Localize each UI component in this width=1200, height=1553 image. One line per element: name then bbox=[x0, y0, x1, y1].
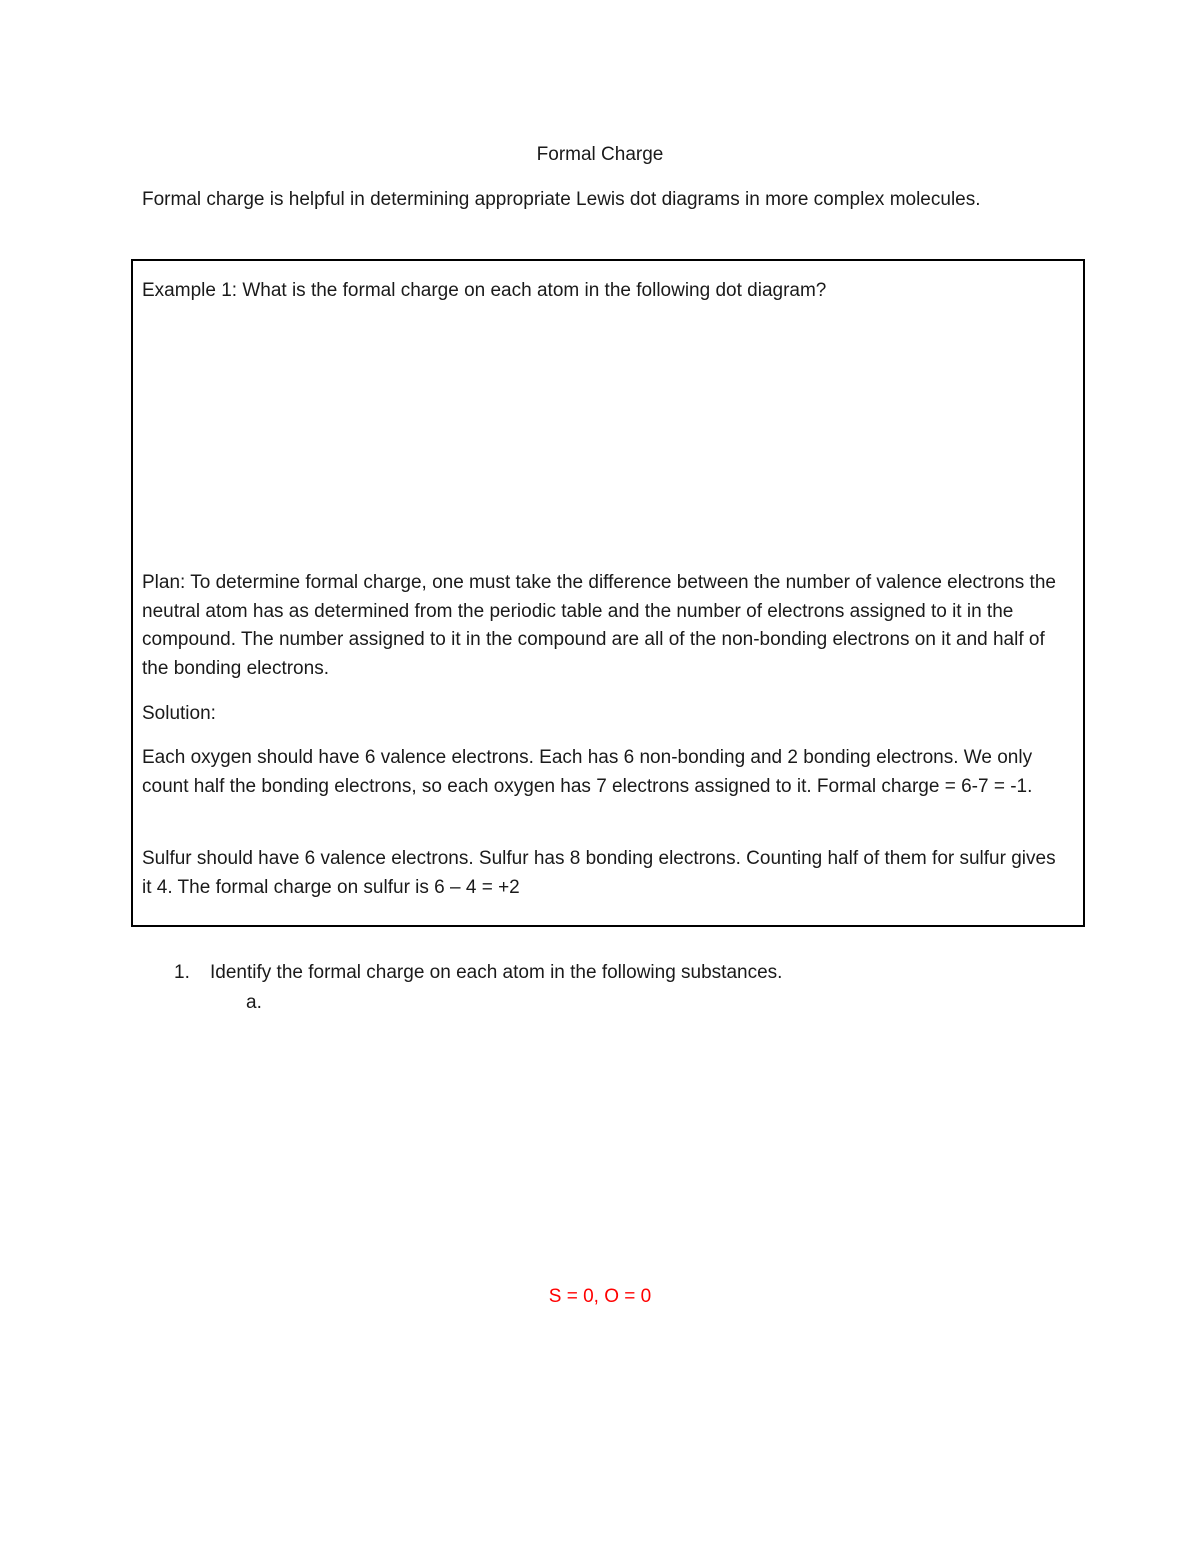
answer-text: S = 0, O = 0 bbox=[548, 1286, 652, 1307]
solution-label: Solution: bbox=[142, 703, 216, 724]
question-number: 1. bbox=[174, 962, 190, 983]
solution-oxygen-paragraph: Each oxygen should have 6 valence electrons. Each has 6 non-bonding and 2 bonding electrons. We only count half the bonding electrons, so each oxygen has 7 electrons assigned to it. Formal charge = 6-7 = -1. bbox=[142, 747, 1033, 797]
plan-paragraph: Plan: To determine formal charge, one must take the difference between the number of valence electrons the neutral atom has as determined from the periodic table and the number of electrons assigned to it in the compound. The number assigned to it in the compound are all of the non-bonding electrons on it and half of the bonding electrons. bbox=[142, 572, 1056, 679]
example-box bbox=[131, 259, 1085, 927]
solution-sulfur-paragraph: Sulfur should have 6 valence electrons. Sulfur has 8 bonding electrons. Counting half of them for sulfur gives it 4. The formal charge on sulfur is 6 – 4 = +2 bbox=[142, 848, 1056, 898]
question-sub-a-label: a. bbox=[246, 992, 262, 1013]
example-question: Example 1: What is the formal charge on each atom in the following dot diagram? bbox=[142, 280, 827, 301]
page-title: Formal Charge bbox=[536, 144, 664, 165]
intro-paragraph: Formal charge is helpful in determining appropriate Lewis dot diagrams in more complex molecules. bbox=[142, 189, 981, 210]
question-text: Identify the formal charge on each atom in the following substances. bbox=[210, 962, 783, 983]
question-item-1 bbox=[174, 962, 782, 984]
